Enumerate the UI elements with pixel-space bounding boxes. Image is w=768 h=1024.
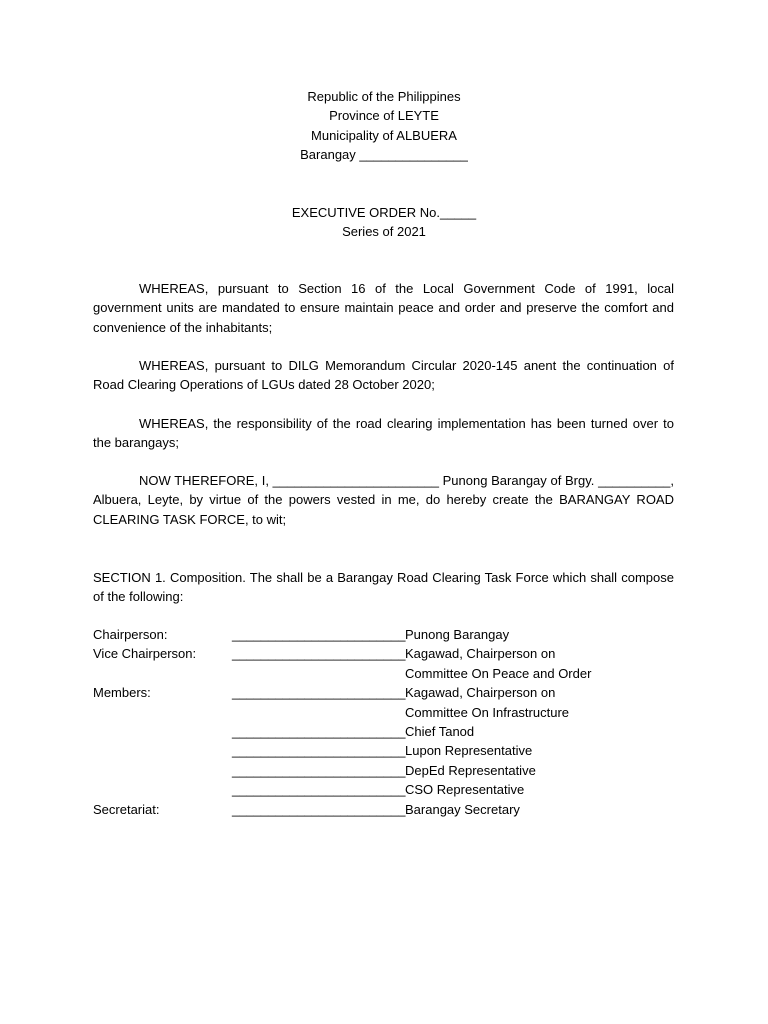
- whereas-paragraph-2: [93, 356, 674, 395]
- member-description: Chief Tanod: [405, 723, 475, 739]
- member-role: Secretariat:: [93, 801, 160, 817]
- member-description: DepEd Representative: [405, 762, 536, 778]
- member-description: Kagawad, Chairperson on: [405, 685, 556, 701]
- task-force-members: [93, 625, 674, 819]
- section-1-paragraph: [93, 568, 674, 607]
- member-description: Barangay Secretary: [405, 801, 520, 817]
- paragraph-text: NOW THEREFORE, I, _______________________ Punong Barangay of Brgy. __________, Albuera, Leyte, by virtue of the powers vested in me, do hereby create the BARANGAY ROAD CLEARING TASK FORCE, to wit;: [93, 473, 674, 527]
- member-name-blank: ________________________: [232, 801, 406, 817]
- member-description: Committee On Peace and Order: [405, 665, 592, 681]
- member-role: Members:: [93, 685, 151, 701]
- member-name-blank: ________________________: [232, 627, 406, 642]
- country-line: Republic of the Philippines: [307, 89, 461, 104]
- member-row: [93, 683, 674, 702]
- paragraph-text: WHEREAS, pursuant to Section 16 of the Local Government Code of 1991, local government units are mandated to ensure maintain peace and order and preserve the comfort and convenience of the inhabitants;: [93, 281, 674, 335]
- order-heading: [0, 203, 768, 242]
- member-description: Kagawad, Chairperson on: [405, 646, 556, 662]
- whereas-paragraph-1: [93, 279, 674, 337]
- member-row: [93, 800, 674, 819]
- member-name-blank: ________________________: [232, 685, 406, 701]
- member-role: Vice Chairperson:: [93, 646, 197, 662]
- province-line: Province of LEYTE: [329, 108, 439, 124]
- member-description: Committee On Infrastructure: [405, 704, 569, 720]
- member-description: CSO Representative: [405, 782, 525, 798]
- paragraph-text: WHEREAS, the responsibility of the road clearing implementation has been turned over to the barangays;: [93, 416, 674, 451]
- member-name-blank: ________________________: [232, 782, 406, 798]
- member-row: [93, 703, 674, 722]
- municipality-line: Municipality of ALBUERA: [311, 127, 457, 143]
- letterhead: [0, 87, 768, 165]
- order-title: EXECUTIVE ORDER No._____: [291, 205, 477, 220]
- member-name-blank: ________________________: [232, 646, 406, 662]
- member-row: [93, 625, 674, 644]
- member-row: [93, 761, 674, 780]
- member-name-blank: ________________________: [232, 762, 406, 778]
- member-name-blank: ________________________: [232, 743, 406, 759]
- paragraph-text: WHEREAS, pursuant to DILG Memorandum Circular 2020-145 anent the continuation of Road Clearing Operations of LGUs dated 28 October 2020;: [93, 358, 674, 393]
- now-therefore-paragraph: [93, 471, 674, 529]
- member-row: [93, 780, 674, 799]
- member-row: [93, 722, 674, 741]
- member-row: [93, 664, 674, 683]
- member-name-blank: ________________________: [232, 723, 406, 739]
- member-role: Chairperson:: [93, 627, 168, 642]
- member-row: [93, 741, 674, 760]
- paragraph-text: SECTION 1. Composition. The shall be a Barangay Road Clearing Task Force which shall compose of the following:: [93, 570, 674, 605]
- member-row: [93, 644, 674, 663]
- barangay-line: Barangay _______________: [300, 147, 468, 163]
- order-series: Series of 2021: [342, 224, 426, 240]
- whereas-paragraph-3: [93, 414, 674, 453]
- member-description: Lupon Representative: [405, 743, 533, 759]
- member-description: Punong Barangay: [405, 627, 510, 642]
